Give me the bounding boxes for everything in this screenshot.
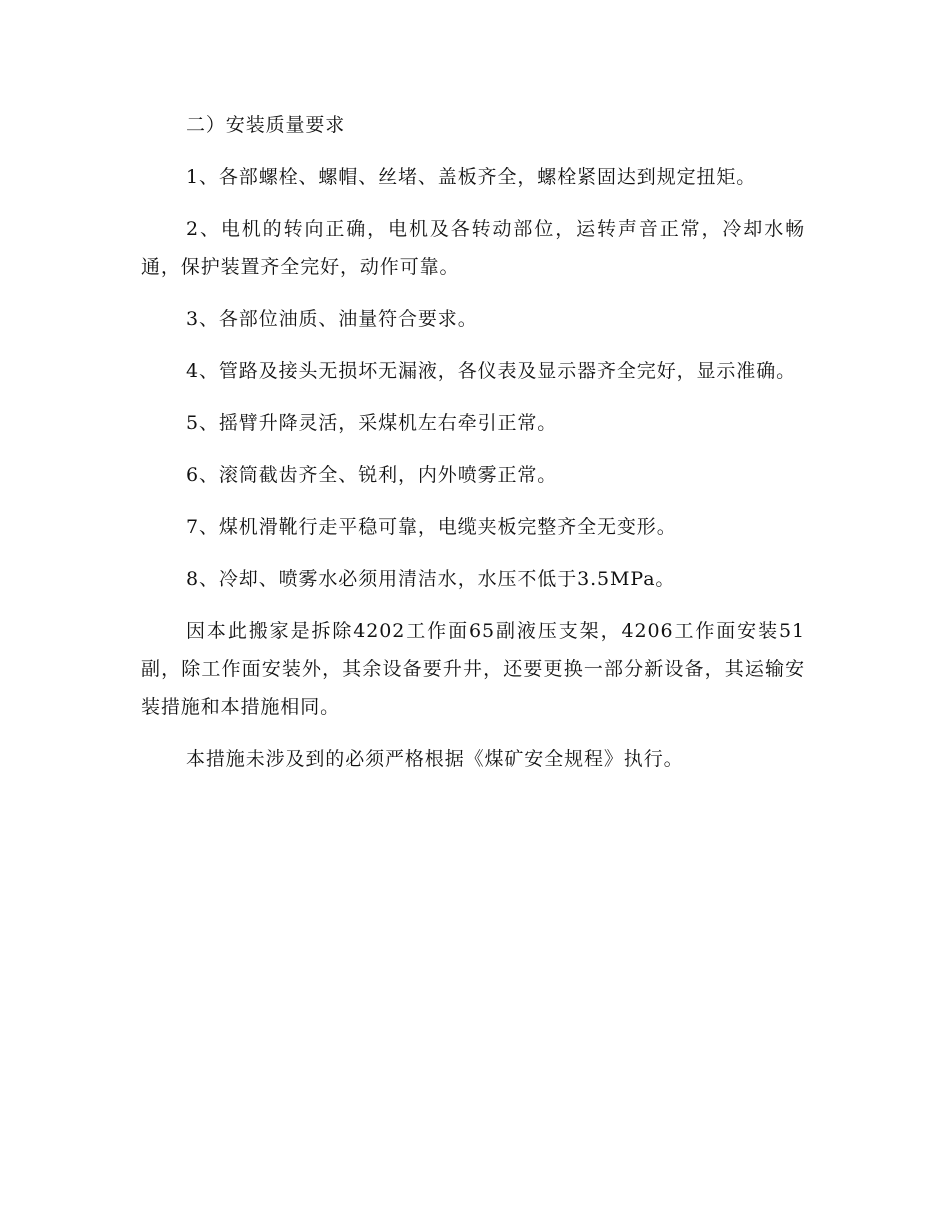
relocation-paragraph: 因本此搬家是拆除4202工作面65副液压支架，4206工作面安装51副，除工作面安装外，其余设备要升井，还要更换一部分新设备，其运输安装措施和本措施相同。 <box>141 620 805 718</box>
closing-paragraph: 本措施未涉及到的必须严格根据《煤矿安全规程》执行。 <box>186 748 684 770</box>
requirement-item-4: 4、管路及接头无损坏无漏液，各仪表及显示器齐全完好，显示准确。 <box>186 360 796 382</box>
requirement-item-8: 8、冷却、喷雾水必须用清洁水，水压不低于3.5MPa。 <box>186 568 676 590</box>
document-body <box>141 106 805 792</box>
requirement-item-6: 6、滚筒截齿齐全、锐利，内外喷雾正常。 <box>186 464 558 486</box>
requirement-item-2: 2、电机的转向正确，电机及各转动部位，运转声音正常，冷却水畅通，保护装置齐全完好，动作可靠。 <box>141 218 805 278</box>
requirement-item-7: 7、煤机滑靴行走平稳可靠，电缆夹板完整齐全无变形。 <box>186 516 677 538</box>
requirement-item-3: 3、各部位油质、油量符合要求。 <box>186 308 478 330</box>
section-heading: 二）安装质量要求 <box>186 114 346 136</box>
requirement-item-5: 5、摇臂升降灵活，采煤机左右牵引正常。 <box>186 412 558 434</box>
requirement-item-1: 1、各部螺栓、螺帽、丝堵、盖板齐全，螺栓紧固达到规定扭矩。 <box>186 166 757 188</box>
